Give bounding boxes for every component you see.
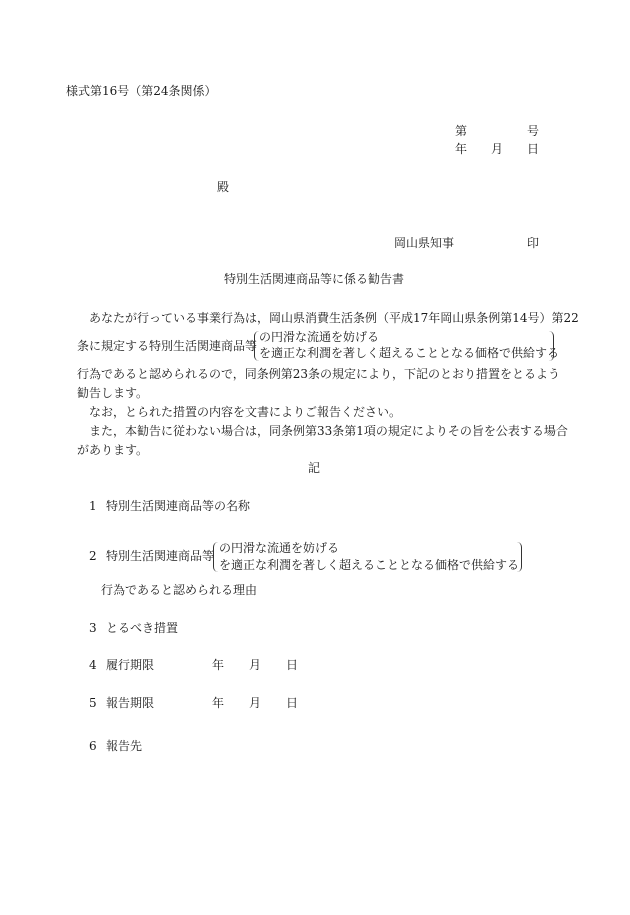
item-2-continuation: 行為であると認められる理由 (101, 583, 258, 597)
form-label: 様式第16号（第24条関係） (66, 84, 217, 98)
item-2-option-1: の円滑な流通を妨げる (219, 541, 340, 555)
item-2-label: 特別生活関連商品等 (106, 549, 215, 563)
date-day: 日 (527, 142, 540, 156)
body-line-5: なお，とられた措置の内容を文書によりご報告ください。 (89, 405, 402, 419)
item-2-number: 2 (89, 549, 97, 563)
item-4-day: 日 (286, 658, 299, 672)
item-1-number: 1 (89, 499, 97, 513)
item-4-year: 年 (212, 658, 225, 672)
item-3-number: 3 (89, 621, 97, 635)
ki-heading: 記 (308, 461, 321, 475)
item-4-label: 履行期限 (106, 658, 155, 672)
item-5-label: 報告期限 (106, 696, 155, 710)
item-4-month: 月 (249, 658, 262, 672)
document-title: 特別生活関連商品等に係る勧告書 (224, 272, 405, 286)
body-line-6: また，本勧告に従わない場合は，同条例第33条第1項の規定によりその旨を公表する場合 (89, 424, 568, 438)
item-5-day: 日 (286, 696, 299, 710)
item-2-right-brace (517, 542, 522, 572)
doc-number-suffix: 号 (527, 124, 540, 138)
doc-number-prefix: 第 (455, 124, 468, 138)
body-line-3: 行為であると認められるので，同条例第23条の規定により，下記のとおり措置をとるよう (77, 367, 561, 381)
item-1-label: 特別生活関連商品等の名称 (106, 499, 251, 513)
addressee-suffix: 殿 (217, 180, 230, 194)
issuer-seal: 印 (527, 236, 540, 250)
item-4-number: 4 (89, 658, 97, 672)
date-month: 月 (491, 142, 504, 156)
body-option-1: の円滑な流通を妨げる (259, 330, 380, 344)
item-5-month: 月 (249, 696, 262, 710)
body-option-2: を適正な利潤を著しく超えることとなる価格で供給する (259, 346, 560, 360)
body-line-7: があります。 (77, 443, 149, 457)
item-3-label: とるべき措置 (106, 621, 179, 635)
item-6-label: 報告先 (106, 739, 143, 753)
body-line-4: 勧告します。 (77, 386, 149, 400)
body-line-1: あなたが行っている事業行為は，岡山県消費生活条例（平成17年岡山県条例第14号）第22 (89, 311, 579, 325)
item-5-year: 年 (212, 696, 225, 710)
issuer-name: 岡山県知事 (394, 236, 455, 250)
right-brace (549, 331, 554, 361)
item-2-left-brace (213, 542, 218, 572)
item-6-number: 6 (89, 739, 97, 753)
item-5-number: 5 (89, 696, 97, 710)
body-line-2-prefix: 条に規定する特別生活関連商品等 (77, 339, 258, 353)
item-2-option-2: を適正な利潤を著しく超えることとなる価格で供給する (219, 558, 520, 572)
date-year: 年 (455, 142, 468, 156)
